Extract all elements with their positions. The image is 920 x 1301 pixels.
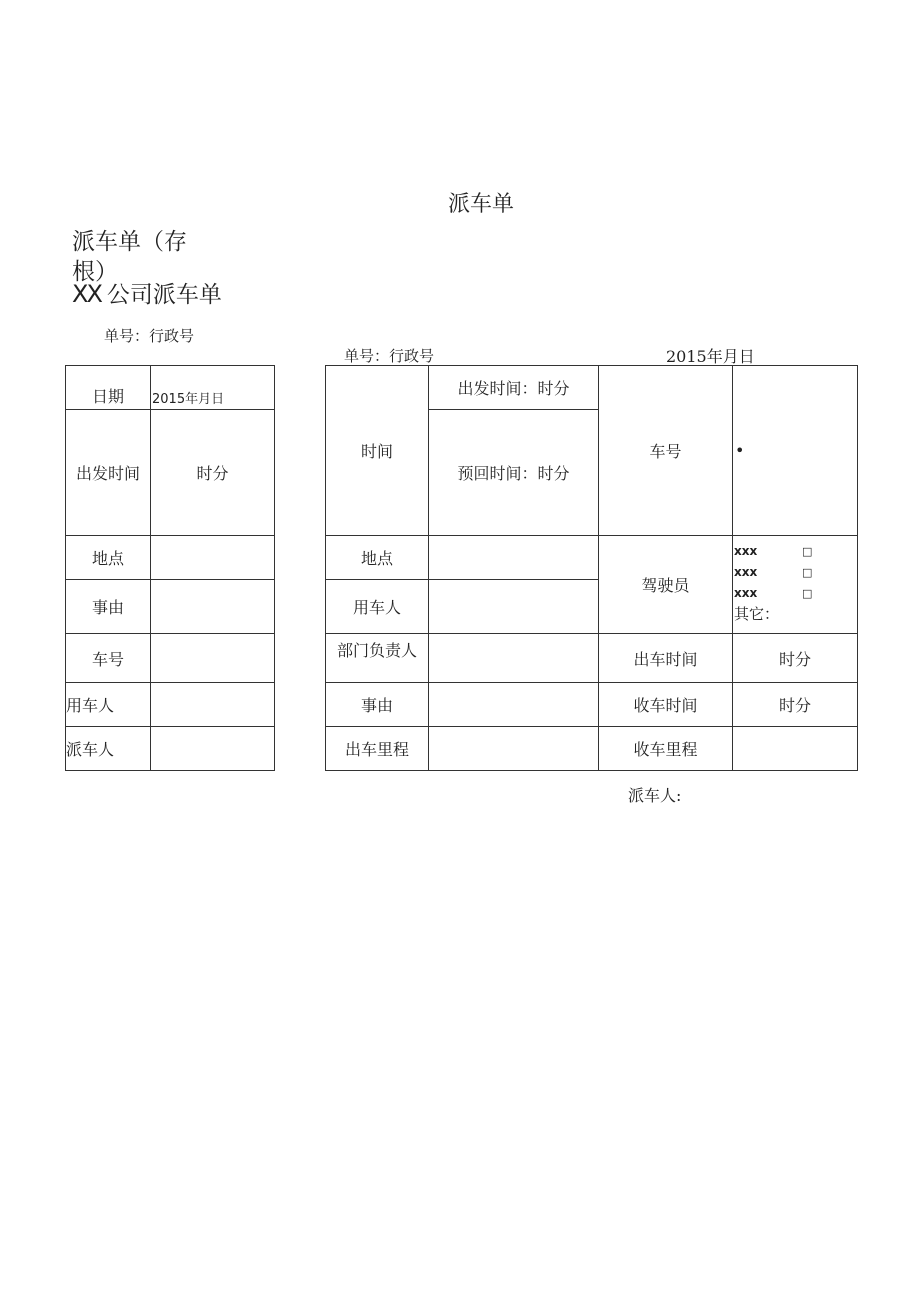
stub-date-value: 2015年月日 — [151, 366, 275, 410]
main-user-label: 用车人 — [326, 580, 429, 634]
main-back-time-value[interactable]: 时分 — [733, 683, 858, 727]
main-out-mileage-label: 出车里程 — [326, 727, 429, 771]
stub-car-no-field[interactable] — [151, 634, 275, 683]
main-back-mileage-field[interactable] — [733, 727, 858, 771]
main-reason-label: 事由 — [326, 683, 429, 727]
company-title — [72, 276, 222, 309]
main-back-mileage-label: 收车里程 — [599, 727, 733, 771]
driver-options — [733, 536, 858, 634]
main-depart-time: 出发时间：时分 — [429, 366, 599, 410]
stub-location-field[interactable] — [151, 536, 275, 580]
main-time-label: 时间 — [326, 366, 429, 536]
stub-number-label: 单号：行政号 — [104, 327, 195, 345]
main-number-label: 单号：行政号 — [344, 347, 435, 365]
driver-option-name: xxx — [734, 586, 758, 600]
main-return-time: 预回时间：时分 — [429, 410, 599, 536]
dispatcher-footer: 派车人: — [628, 786, 682, 805]
main-dept-head-label: 部门负责人 — [326, 634, 429, 683]
main-table — [325, 365, 858, 771]
stub-depart-time-value: 时分 — [151, 410, 275, 536]
stub-location-label: 地点 — [66, 536, 151, 580]
stub-reason-field[interactable] — [151, 580, 275, 634]
main-out-mileage-field[interactable] — [429, 727, 599, 771]
driver-option[interactable] — [734, 541, 857, 562]
main-driver-label: 驾驶员 — [599, 536, 733, 634]
company-prefix: XX — [72, 280, 101, 308]
main-reason-field[interactable] — [429, 683, 599, 727]
page-title: 派车单 — [448, 192, 515, 217]
driver-option-name: xxx — [734, 544, 758, 558]
stub-depart-time-label: 出发时间 — [66, 410, 151, 536]
main-location-label: 地点 — [326, 536, 429, 580]
main-dept-head-field[interactable] — [429, 634, 599, 683]
driver-option[interactable] — [734, 562, 857, 583]
stub-table — [65, 365, 275, 771]
checkbox-icon[interactable]: □ — [802, 545, 813, 558]
main-date: 2015年月日 — [666, 347, 755, 366]
stub-dispatcher-field[interactable] — [151, 727, 275, 771]
driver-option[interactable] — [734, 583, 857, 604]
main-car-no-value[interactable]: • — [733, 366, 858, 536]
checkbox-icon[interactable]: □ — [802, 566, 813, 579]
stub-reason-label: 事由 — [66, 580, 151, 634]
main-out-time-label: 出车时间 — [599, 634, 733, 683]
stub-date-label: 日期 — [66, 366, 151, 410]
main-back-time-label: 收车时间 — [599, 683, 733, 727]
driver-option-name: xxx — [734, 565, 758, 579]
stub-user-field[interactable] — [151, 683, 275, 727]
checkbox-icon[interactable]: □ — [802, 587, 813, 600]
stub-car-no-label: 车号 — [66, 634, 151, 683]
stub-title: 派车单（存根） — [72, 229, 187, 285]
main-car-no-label: 车号 — [599, 366, 733, 536]
main-out-time-value[interactable]: 时分 — [733, 634, 858, 683]
main-location-field[interactable] — [429, 536, 599, 580]
main-user-field[interactable] — [429, 580, 599, 634]
stub-dispatcher-label: 派车人 — [66, 727, 151, 771]
stub-user-label: 用车人 — [66, 683, 151, 727]
company-title-text: 公司派车单 — [106, 282, 222, 308]
driver-other-label: 其它： — [734, 605, 780, 623]
